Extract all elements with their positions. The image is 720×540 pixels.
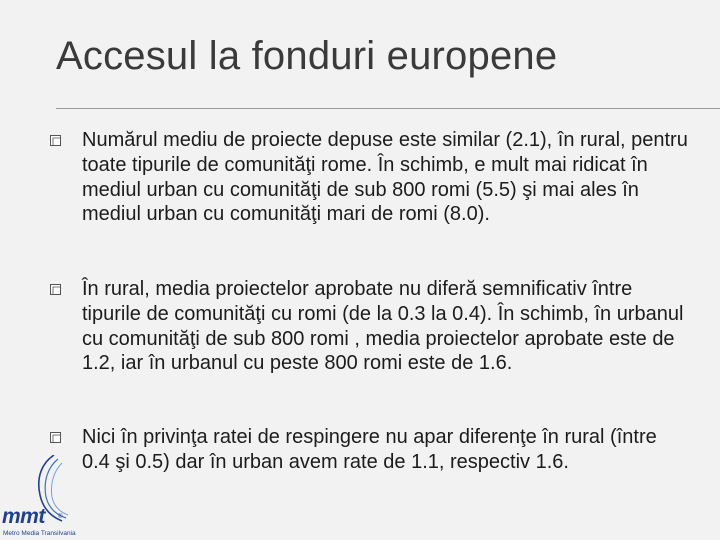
bullet-item-3 [50,425,690,475]
bullet-text: Nici în privinţa ratei de respingere nu apar diferenţe în rural (între 0.4 şi 0.5) dar în urban avem rate de 1.1, respectiv 1.6. [82,426,657,473]
hollow-square-bullet-icon [50,432,61,443]
logo-trademark: ® [58,514,63,520]
bullet-item-2 [50,277,690,425]
hollow-square-bullet-icon [50,284,61,295]
hollow-square-bullet-icon [50,135,61,146]
logo-wordmark: mmt [2,505,45,528]
bullet-item-1 [50,128,690,277]
bullet-text: În rural, media proiectelor aprobate nu diferă semnificativ între tipurile de comunităţi cu romi (de la 0.3 la 0.4). În schimb, în urbanul cu comunităţi de sub 800 romi , media proiectelor aprobate este de 1.2, iar în urbanul cu peste 800 romi este de 1.6. [82,278,684,375]
bullet-list [50,128,690,475]
logo-caption: Metro Media Transilvania [3,530,76,537]
bullet-text: Numărul mediu de proiecte depuse este similar (2.1), în rural, pentru toate tipurile de comunităţi rome. În schimb, e mult mai ridicat în mediul urban cu comunităţi de sub 800 romi (5.5) şi mai ales în mediul urban cu comunităţi mari de romi (8.0). [82,129,688,226]
title-divider [56,108,720,109]
slide-title: Accesul la fonduri europene [56,34,558,78]
